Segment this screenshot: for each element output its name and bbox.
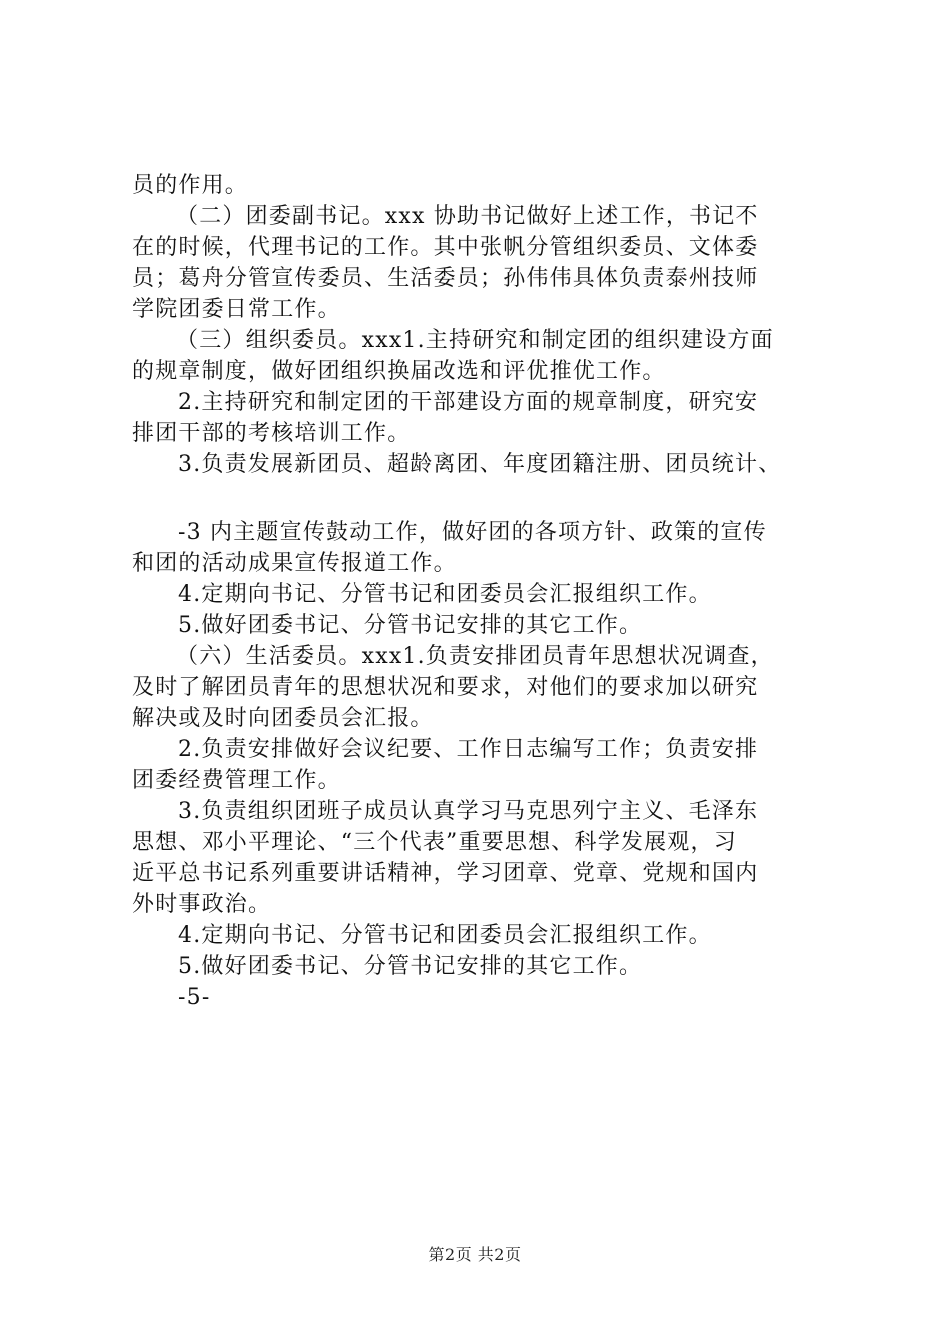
text-line: 学院团委日常工作。 — [132, 297, 341, 322]
text-line: 5.做好团委书记、分管书记安排的其它工作。 — [178, 613, 643, 638]
document-body — [132, 170, 832, 1013]
text-line: 在的时候，代理书记的工作。其中张帆分管组织委员、文体委 — [132, 235, 759, 260]
text-line: 员的作用。 — [132, 173, 249, 198]
text-line: 员；葛舟分管宣传委员、生活委员；孙伟伟具体负责泰州技师 — [132, 266, 759, 291]
text-line: 5.做好团委书记、分管书记安排的其它工作。 — [178, 954, 643, 979]
text-line: （二）团委副书记。xxx 协助书记做好上述工作，书记不 — [176, 204, 759, 229]
text-line: 4.定期向书记、分管书记和团委员会汇报组织工作。 — [178, 923, 712, 948]
text-line: 排团干部的考核培训工作。 — [132, 421, 411, 446]
text-line: 解决或及时向团委员会汇报。 — [132, 706, 434, 731]
text-line: 及时了解团员青年的思想状况和要求，对他们的要求加以研究 — [132, 675, 759, 700]
inline-page-marker: -5- — [178, 985, 211, 1010]
text-line: 3.负责发展新团员、超龄离团、年度团籍注册、团员统计、 — [178, 452, 782, 477]
text-line: 思想、邓小平理论、“三个代表”重要思想、科学发展观，习 — [132, 830, 737, 855]
text-line: （六）生活委员。xxx1.负责安排团员青年思想状况调查， — [176, 644, 774, 669]
text-line: 的规章制度，做好团组织换届改选和评优推优工作。 — [132, 359, 666, 384]
page-number-footer: 第2页 共2页 — [428, 1245, 522, 1264]
text-line: 团委经费管理工作。 — [132, 768, 341, 793]
text-line: 和团的活动成果宣传报道工作。 — [132, 551, 457, 576]
text-line: 3.负责组织团班子成员认真学习马克思列宁主义、毛泽东 — [178, 799, 759, 824]
text-line: 近平总书记系列重要讲话精神，学习团章、党章、党规和国内 — [132, 861, 759, 886]
text-line: -3 内主题宣传鼓动工作，做好团的各项方针、政策的宣传 — [178, 520, 767, 545]
text-line: 2.主持研究和制定团的干部建设方面的规章制度，研究安 — [178, 390, 759, 415]
text-line: （三）组织委员。xxx1.主持研究和制定团的组织建设方面 — [176, 328, 774, 353]
text-line: 2.负责安排做好会议纪要、工作日志编写工作；负责安排 — [178, 737, 759, 762]
text-line: 外时事政治。 — [132, 892, 272, 917]
section-gap — [132, 480, 832, 517]
text-line: 4.定期向书记、分管书记和团委员会汇报组织工作。 — [178, 582, 712, 607]
